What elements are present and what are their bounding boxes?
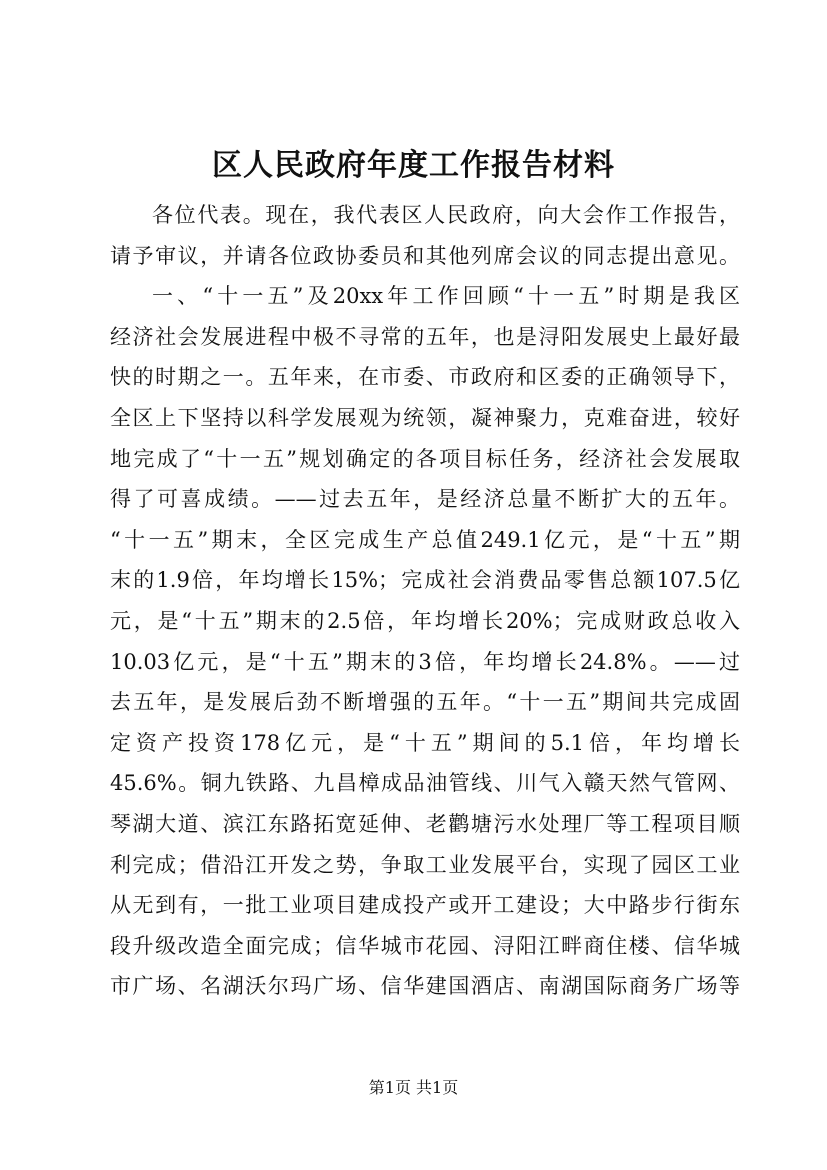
body-line: 元，是“十五”期末的2.5倍，年均增长20%；完成财政总收入 bbox=[110, 608, 740, 633]
page-footer: 第1页 共1页 bbox=[368, 1078, 459, 1097]
body-line: “十一五”期末，全区完成生产总值249.1亿元，是“十五”期 bbox=[110, 527, 740, 552]
body-line: 市广场、名湖沃尔玛广场、信华建国酒店、南湖国际商务广场等 bbox=[110, 974, 740, 999]
body-line: 琴湖大道、滨江东路拓宽延伸、老鹳塘污水处理厂等工程项目顺 bbox=[110, 811, 740, 836]
body-line: 去五年，是发展后劲不断增强的五年。“十一五”期间共完成固 bbox=[110, 690, 740, 715]
body-line: 定资产投资178亿元，是“十五”期间的5.1倍，年均增长 bbox=[110, 730, 740, 755]
body-line: 各位代表。现在，我代表区人民政府，向大会作工作报告， bbox=[152, 203, 740, 227]
body-line: 利完成；借沿江开发之势，争取工业发展平台，实现了园区工业 bbox=[110, 852, 740, 877]
body-line: 段升级改造全面完成；信华城市花园、浔阳江畔商住楼、信华城 bbox=[110, 933, 740, 958]
body-line: 快的时期之一。五年来，在市委、市政府和区委的正确领导下， bbox=[110, 365, 740, 390]
body-line: 从无到有，一批工业项目建成投产或开工建设；大中路步行街东 bbox=[110, 893, 740, 918]
body-line: 45.6%。铜九铁路、九昌樟成品油管线、川气入赣天然气管网、 bbox=[110, 771, 740, 796]
body-line: 得了可喜成绩。——过去五年，是经济总量不断扩大的五年。 bbox=[110, 487, 740, 512]
body-line: 地完成了“十一五”规划确定的各项目标任务，经济社会发展取 bbox=[110, 446, 740, 471]
body-line: 全区上下坚持以科学发展观为统领，凝神聚力，克难奋进，较好 bbox=[110, 405, 740, 430]
body-line: 末的1.9倍，年均增长15%；完成社会消费品零售总额107.5亿 bbox=[110, 568, 740, 593]
body-line: 经济社会发展进程中极不寻常的五年，也是浔阳发展史上最好最 bbox=[110, 324, 740, 349]
document-title: 区人民政府年度工作报告材料 bbox=[212, 148, 615, 183]
body-line: 请予审议，并请各位政协委员和其他列席会议的同志提出意见。 bbox=[110, 243, 740, 268]
document-body bbox=[110, 195, 740, 1007]
body-line: 10.03亿元，是“十五”期末的3倍，年均增长24.8%。——过 bbox=[110, 649, 740, 674]
body-line: 一、“十一五”及20xx年工作回顾“十一五”时期是我区 bbox=[152, 284, 740, 309]
